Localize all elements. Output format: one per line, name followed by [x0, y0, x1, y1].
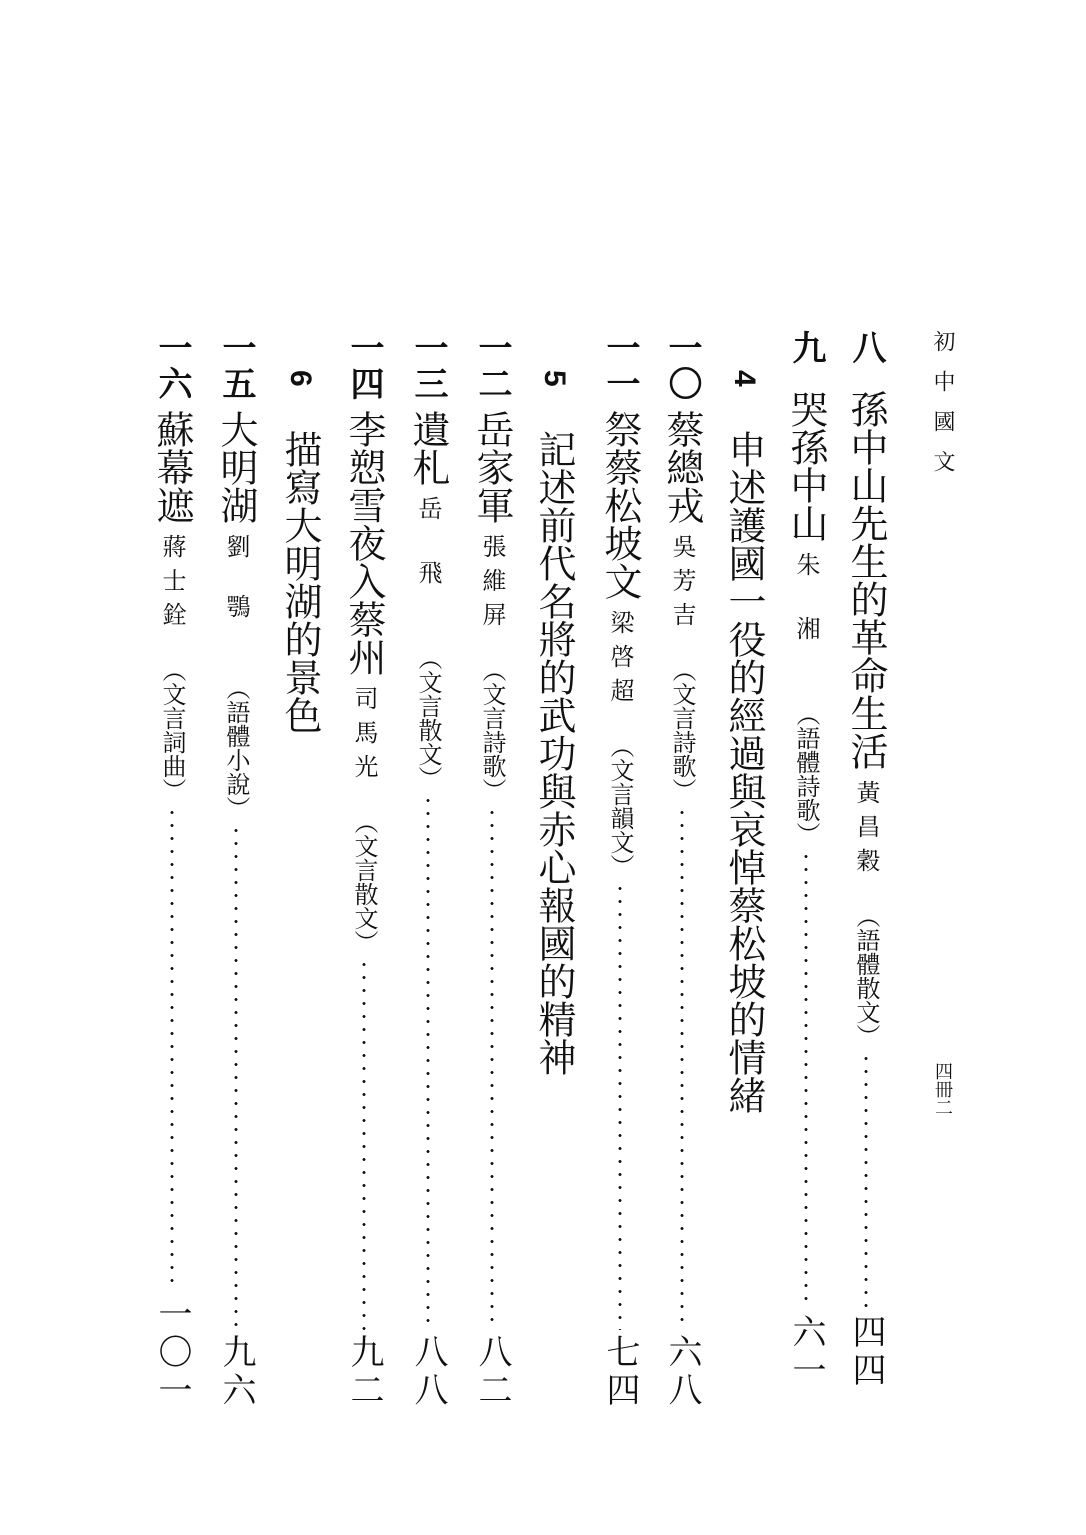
lesson-title: 孫中山先生的革命生活: [844, 390, 888, 770]
lesson-genre: （文言散文）: [350, 810, 378, 954]
toc-entry-lesson[interactable]: [654, 330, 710, 1410]
unit-line: [272, 430, 328, 1430]
unit-title: 描寫大明湖的景色: [278, 430, 322, 734]
entry-line: [208, 410, 264, 1410]
lesson-genre: （文言韻文）: [606, 734, 634, 878]
lesson-title: 蘇幕遮: [150, 410, 194, 524]
toc-entry-lesson[interactable]: [208, 330, 264, 1410]
lesson-number: 九: [786, 330, 826, 366]
lesson-genre: （文言散文）: [414, 646, 442, 790]
page-number: 九六: [216, 1334, 256, 1410]
lesson-number: 一四: [344, 330, 384, 402]
lesson-number: 一二: [472, 330, 512, 402]
lesson-number: 一〇: [662, 330, 702, 402]
toc-unit-heading: [526, 330, 582, 1390]
toc-unit-heading: [716, 330, 772, 1390]
dot-leader: [592, 882, 648, 1330]
entry-line: [838, 390, 894, 1390]
lesson-title: 蔡總戎: [660, 410, 704, 524]
lesson-author: 張維屏: [478, 534, 506, 636]
toc-entry-lesson[interactable]: [592, 330, 648, 1410]
entry-line: [464, 410, 520, 1410]
entry-line: [400, 410, 456, 1410]
lesson-title: 遺札: [406, 410, 450, 486]
lesson-title: 哭孫中山: [784, 390, 828, 542]
unit-number: 4: [728, 370, 761, 389]
page-number: 一〇一: [152, 1296, 192, 1410]
dot-leader: [144, 806, 200, 1292]
unit-number: 5: [538, 370, 571, 389]
unit-line: [716, 430, 772, 1430]
lesson-title: 李愬雪夜入蔡州: [342, 410, 386, 676]
page-number: 四四: [846, 1314, 886, 1390]
lesson-author: 司馬光: [350, 686, 378, 788]
lesson-author: 劉鶚: [222, 534, 250, 654]
lesson-author: 朱湘: [792, 552, 820, 680]
dot-leader: [654, 806, 710, 1330]
toc-entry-lesson[interactable]: [144, 330, 200, 1410]
toc-entry-lesson[interactable]: [778, 330, 834, 1390]
lesson-genre: （文言詩歌）: [478, 658, 506, 802]
entry-line: [144, 410, 200, 1410]
lesson-number: 一六: [152, 330, 192, 402]
entry-line: [778, 390, 834, 1390]
page-number: 六八: [662, 1334, 702, 1410]
unit-number: 6: [284, 370, 317, 389]
lesson-author: 蔣士銓: [158, 534, 186, 636]
entry-line: [336, 410, 392, 1410]
toc-unit-heading: [272, 330, 328, 1390]
book-title: 初中國文: [930, 330, 955, 490]
lesson-number: 八: [846, 330, 886, 366]
page-number: 六一: [786, 1314, 826, 1390]
lesson-genre: （語體散文）: [852, 904, 880, 1048]
page-number: 九二: [344, 1334, 384, 1410]
lesson-title: 岳家軍: [470, 410, 514, 524]
lesson-number: 一五: [216, 330, 256, 402]
page-number: 八二: [472, 1334, 512, 1410]
page-number: 七四: [600, 1334, 640, 1410]
toc-entry-lesson[interactable]: [400, 330, 456, 1410]
entry-line: [654, 410, 710, 1410]
unit-title: 申述護國一役的經過與哀悼蔡松坡的情緒: [722, 430, 766, 1114]
unit-title: 記述前代名將的武功與赤心報國的精神: [532, 430, 576, 1076]
lesson-genre: （語體小說）: [222, 676, 250, 820]
lesson-genre: （文言詩歌）: [668, 658, 696, 802]
lesson-genre: （文言詞曲）: [158, 658, 186, 802]
dot-leader: [208, 824, 264, 1330]
lesson-title: 大明湖: [214, 410, 258, 524]
toc-entry-lesson[interactable]: [464, 330, 520, 1410]
toc-entry-lesson[interactable]: [838, 330, 894, 1390]
entry-line: [592, 410, 648, 1410]
lesson-number: 一一: [600, 330, 640, 402]
dot-leader: [778, 850, 834, 1310]
lesson-number: 一三: [408, 330, 448, 402]
dot-leader: [400, 794, 456, 1330]
page-number: 八八: [408, 1334, 448, 1410]
toc-entry-lesson[interactable]: [336, 330, 392, 1410]
lesson-genre: （語體詩歌）: [792, 702, 820, 846]
lesson-author: 吳芳吉: [668, 534, 696, 636]
lesson-title: 祭蔡松坡文: [598, 410, 642, 600]
dot-leader: [838, 1052, 894, 1310]
lesson-author: 黃昌穀: [852, 780, 880, 882]
lesson-author: 岳飛: [414, 496, 442, 624]
unit-line: [526, 430, 582, 1430]
page-marker: 四冊二: [932, 1062, 953, 1116]
dot-leader: [464, 806, 520, 1330]
dot-leader: [336, 958, 392, 1330]
lesson-author: 梁啓超: [606, 610, 634, 712]
